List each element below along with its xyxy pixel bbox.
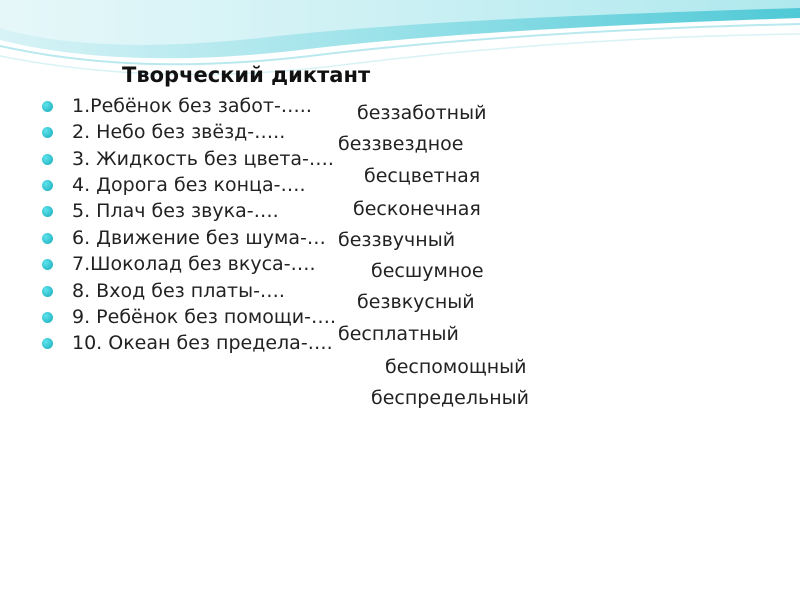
dictation-item <box>42 224 326 252</box>
bullet-dot-icon <box>42 127 53 138</box>
dictation-prompt: 5. Плач без звука-…. <box>72 200 279 222</box>
dictation-prompt: 6. Движение без шума-… <box>72 227 326 249</box>
dictation-answer: беззаботный <box>357 102 487 124</box>
dictation-item <box>42 277 285 305</box>
bullet-dot-icon <box>42 286 53 297</box>
dictation-item <box>42 92 312 120</box>
bullet-dot-icon <box>42 101 53 112</box>
dictation-answer: бесплатный <box>338 323 459 345</box>
dictation-prompt: 9. Ребёнок без помощи-…. <box>72 306 336 328</box>
dictation-item <box>42 145 334 173</box>
dictation-item <box>42 118 285 146</box>
dictation-prompt: 1.Ребёнок без забот-….. <box>72 95 312 117</box>
dictation-prompt: 7.Шоколад без вкуса-…. <box>72 253 316 275</box>
dictation-answer: беззвучный <box>338 229 456 251</box>
dictation-answer: беззвездное <box>338 133 464 155</box>
dictation-answer: бесшумное <box>371 260 484 282</box>
dictation-prompt: 4. Дорога без конца-…. <box>72 174 306 196</box>
dictation-answer: безвкусный <box>357 291 475 313</box>
dictation-answer: беспомощный <box>385 356 527 378</box>
bullet-dot-icon <box>42 338 53 349</box>
bullet-dot-icon <box>42 233 53 244</box>
dictation-prompt: 8. Вход без платы-…. <box>72 280 285 302</box>
dictation-answer: беспредельный <box>371 387 529 409</box>
dictation-prompt: 3. Жидкость без цвета-…. <box>72 148 334 170</box>
dictation-item <box>42 303 336 331</box>
dictation-item <box>42 250 316 278</box>
dictation-answer: бесконечная <box>353 198 481 220</box>
bullet-dot-icon <box>42 206 53 217</box>
dictation-item <box>42 329 333 357</box>
dictation-item <box>42 197 279 225</box>
slide-title: Творческий диктант <box>122 63 371 87</box>
bullet-dot-icon <box>42 180 53 191</box>
dictation-answer: бесцветная <box>364 165 481 187</box>
bullet-dot-icon <box>42 259 53 270</box>
dictation-prompt: 10. Океан без предела-…. <box>72 332 333 354</box>
dictation-item <box>42 171 306 199</box>
bullet-dot-icon <box>42 312 53 323</box>
dictation-prompt: 2. Небо без звёзд-….. <box>72 121 286 143</box>
bullet-dot-icon <box>42 154 53 165</box>
